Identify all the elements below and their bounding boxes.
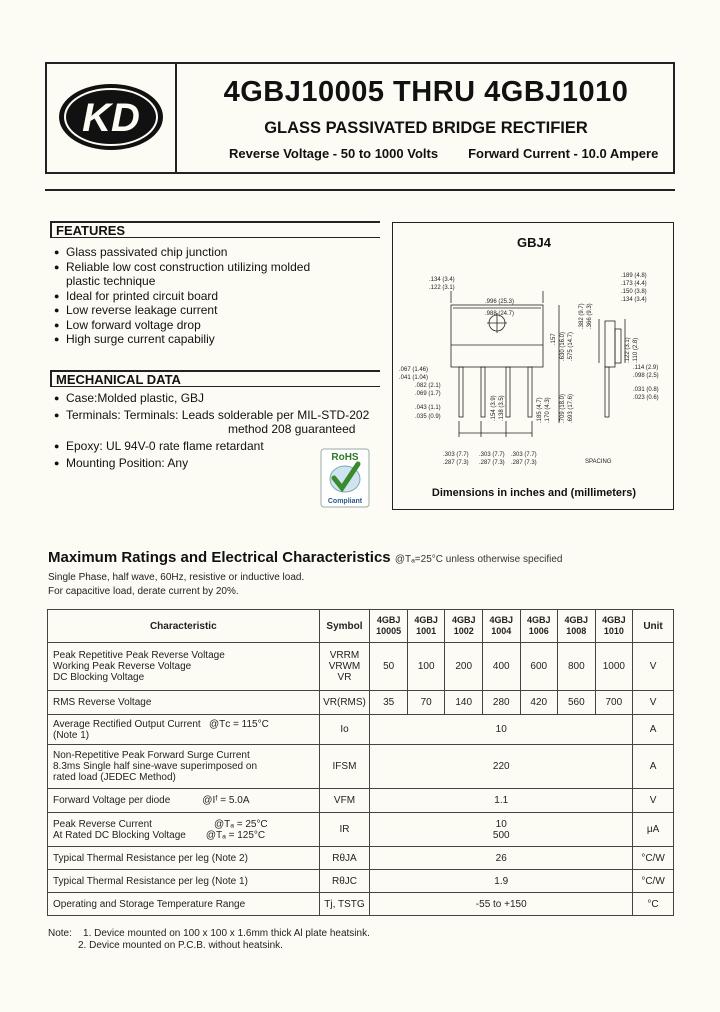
table-row: Peak Reverse Current @Tₐ = 25°C At Rated DC Blocking Voltage @Tₐ = 125°C IR 10 500 μA xyxy=(48,813,674,847)
dim-label: .303 (7.7) xyxy=(443,452,469,458)
dim-label: .630 (16.0) xyxy=(560,331,566,361)
package-drawing xyxy=(392,222,674,510)
dim-label: .693 (17.6) xyxy=(568,393,574,423)
col-part: 4GBJ 1002 xyxy=(445,610,483,643)
ratings-title-text: Maximum Ratings and Electrical Characteristics xyxy=(48,549,391,566)
dim-label: SPACING xyxy=(585,459,612,465)
dim-label: .082 (2.1) xyxy=(415,383,441,389)
dim-label: .041 (1.04) xyxy=(399,375,429,381)
dim-label: .154 (3.9) xyxy=(491,395,497,421)
col-part: 4GBJ 1010 xyxy=(595,610,633,643)
table-row: Non-Repetitive Peak Forward Surge Current 8.3ms Single half sine-wave superimposed on rated load (JEDEC Method) IFSM 220 A xyxy=(48,745,674,789)
list-item xyxy=(53,408,383,436)
footnote-2: 2. Device mounted on P.C.B. without heatsink. xyxy=(78,940,283,951)
dim-label: .043 (1.1) xyxy=(415,405,441,411)
part-title: 4GBJ10005 THRU 4GBJ1010 xyxy=(223,76,629,108)
dim-label: .170 (4.3) xyxy=(545,397,551,423)
dim-label: .023 (0.6) xyxy=(633,395,659,401)
dim-label: .110 (2.8) xyxy=(633,337,639,363)
dim-label: .575 (14.7) xyxy=(568,331,574,361)
list-item: ● Glass passivated chip junction xyxy=(53,245,383,260)
col-unit: Unit xyxy=(633,610,674,643)
ratings-note-2: For capacitive load, derate current by 20%. xyxy=(48,586,239,597)
col-part: 4GBJ 1008 xyxy=(558,610,596,643)
kd-logo xyxy=(47,64,177,172)
terminals-line-2: method 208 guaranteed xyxy=(228,422,356,436)
rohs-text: RoHS xyxy=(331,452,359,463)
col-symbol: Symbol xyxy=(319,610,370,643)
table-row: Operating and Storage Temperature Range Tj, TSTG -55 to +150 °C xyxy=(48,893,674,916)
ratings-table xyxy=(47,609,674,916)
dim-label: .069 (1.7) xyxy=(415,391,441,397)
divider xyxy=(45,189,675,191)
dim-label: .138 (3.5) xyxy=(499,395,505,421)
dim-label: .173 (4.4) xyxy=(621,281,647,287)
logo-cell xyxy=(47,64,177,172)
list-item: ● High surge current capabiliy xyxy=(53,332,383,347)
table-row: Typical Thermal Resistance per leg (Note 2) RθJA 26 °C/W xyxy=(48,847,674,870)
spec-line xyxy=(229,146,658,161)
dim-label: .031 (0.8) xyxy=(633,387,659,393)
dim-label: .287 (7.3) xyxy=(511,460,537,466)
list-item: ● Case:Molded plastic, GBJ xyxy=(53,391,383,405)
footnote-1: 1. Device mounted on 100 x 100 x 1.6mm thick Al plate heatsink. xyxy=(83,928,370,939)
footnotes xyxy=(48,928,370,952)
dim-label: .122 (3.1) xyxy=(625,337,631,363)
dim-label: .189 (4.8) xyxy=(621,273,647,279)
rohs-badge xyxy=(320,448,370,508)
features-heading: FEATURES xyxy=(50,221,380,238)
table-row: Typical Thermal Resistance per leg (Note 1) RθJC 1.9 °C/W xyxy=(48,870,674,893)
dim-label: .157 xyxy=(551,333,557,345)
dim-label: .709 (18.0) xyxy=(560,393,566,423)
dim-label: .134 (3.4) xyxy=(429,277,455,283)
dim-label: .287 (7.3) xyxy=(479,460,505,466)
col-characteristic: Characteristic xyxy=(48,610,320,643)
col-part: 4GBJ 1004 xyxy=(482,610,520,643)
ratings-condition: @Tₐ=25°C unless otherwise specified xyxy=(394,554,563,565)
ratings-note-1: Single Phase, half wave, 60Hz, resistive or inductive load. xyxy=(48,572,305,583)
subtitle: GLASS PASSIVATED BRIDGE RECTIFIER xyxy=(264,119,588,137)
dim-label: .287 (7.3) xyxy=(443,460,469,466)
footnote-lead: Note: xyxy=(48,928,72,939)
dim-label: .988 (24.7) xyxy=(485,311,515,317)
dim-label: .122 (3.1) xyxy=(429,285,455,291)
dim-label: .185 (4.7) xyxy=(537,397,543,423)
dim-label: .303 (7.7) xyxy=(479,452,505,458)
package-caption: Dimensions in inches and (millimeters) xyxy=(431,487,637,499)
list-item: ● Mounting Position: Any xyxy=(53,456,383,470)
col-part: 4GBJ 10005 xyxy=(370,610,408,643)
table-row: Average Rectified Output Current @Tᴄ = 115°C (Note 1) Io 10 A xyxy=(48,715,674,745)
dim-label: .996 (25.3) xyxy=(485,299,515,305)
table-row: Peak Repetitive Peak Reverse Voltage Working Peak Reverse Voltage DC Blocking Voltage VRRM VRWM VR 50 100 200 400 600 800 1000 V xyxy=(48,643,674,691)
list-item: ● Low forward voltage drop xyxy=(53,318,383,333)
dim-label: .303 (7.7) xyxy=(511,452,537,458)
list-item: ● Epoxy: UL 94V-0 rate flame retardant xyxy=(53,439,383,453)
table-row: Forward Voltage per diode @Iᶠ = 5.0A VFM 1.1 V xyxy=(48,789,674,813)
dim-label: .382 (9.7) xyxy=(579,303,585,329)
reverse-voltage-spec: Reverse Voltage - 50 to 1000 Volts xyxy=(229,146,439,161)
table-row: RMS Reverse Voltage VR(RMS) 35 70 140 280 420 560 700 V xyxy=(48,691,674,715)
col-part: 4GBJ 1001 xyxy=(407,610,445,643)
list-item: ● Ideal for printed circuit board xyxy=(53,289,383,304)
ratings-title xyxy=(48,549,562,566)
header-box xyxy=(45,62,675,174)
col-part: 4GBJ 1006 xyxy=(520,610,558,643)
dim-label: .114 (2.9) xyxy=(633,365,659,371)
features-list xyxy=(53,245,383,347)
package-outline xyxy=(393,263,675,513)
dim-label: .366 (9.3) xyxy=(587,303,593,329)
dim-label: .098 (2.5) xyxy=(633,373,659,379)
table-header-row xyxy=(48,610,674,643)
list-item: ● Reliable low cost construction utilizing molded plastic technique xyxy=(53,260,313,289)
terminals-line-1: Terminals: Terminals: Leads solderable per MIL-STD-202 xyxy=(66,408,370,422)
dim-label: .067 (1.46) xyxy=(399,367,429,373)
package-title: GBJ4 xyxy=(517,235,551,250)
dim-label: .035 (0.9) xyxy=(415,414,441,420)
list-item: ● Low reverse leakage current xyxy=(53,303,383,318)
dim-label: .134 (3.4) xyxy=(621,297,647,303)
mechanical-heading: MECHANICAL DATA xyxy=(50,370,380,387)
forward-current-spec: Forward Current - 10.0 Ampere xyxy=(468,146,659,161)
logo-text: KD xyxy=(82,96,140,140)
dim-label: .150 (3.8) xyxy=(621,289,647,295)
compliant-text: Compliant xyxy=(327,498,363,505)
